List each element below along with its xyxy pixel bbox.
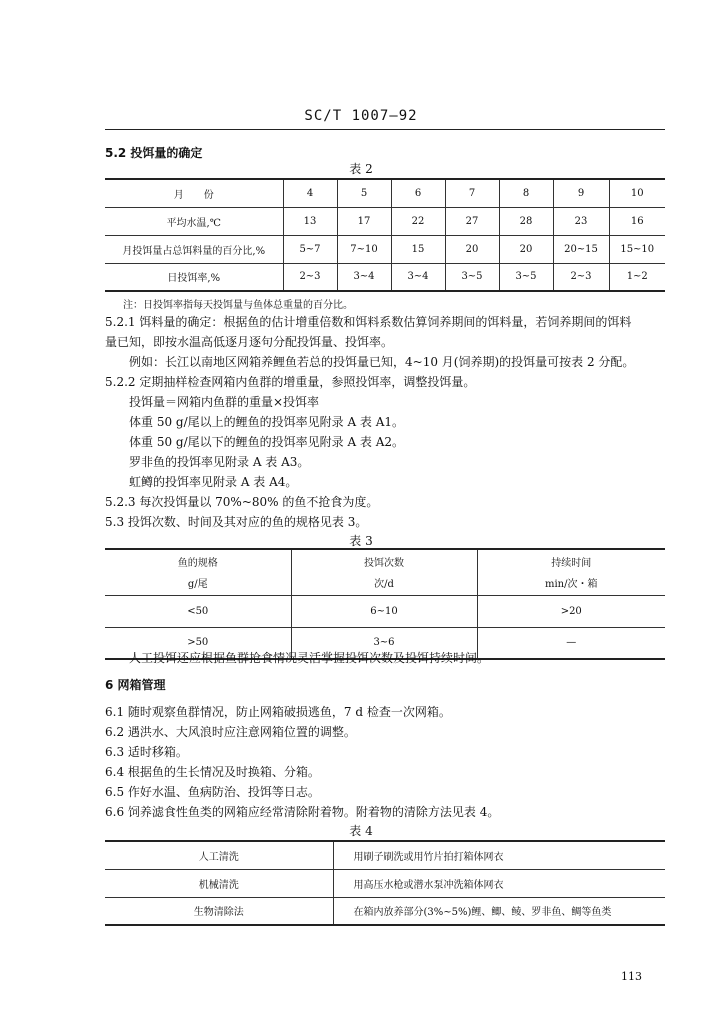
table-cell: 5 <box>337 179 391 207</box>
table-row <box>105 869 665 897</box>
table-cell: 7 <box>445 179 499 207</box>
header-unit: g/尾 <box>187 579 208 591</box>
table-cell: 生物清除法 <box>193 907 244 919</box>
table-3-caption: 表 3 <box>349 534 373 548</box>
table-row <box>105 207 665 235</box>
table-cell: 15~10 <box>609 235 665 263</box>
table-cell: 13 <box>283 207 337 235</box>
table-row <box>105 897 665 925</box>
table-cell: 用高压水枪或潜水泵冲洗箱体网衣 <box>333 869 665 897</box>
table-cell: 9 <box>553 179 609 207</box>
table-cell: 10 <box>609 179 665 207</box>
paragraph-5-2-2: 5.2.2 定期抽样检查网箱内鱼群的增重量，参照投饵率，调整投饵量。 <box>105 375 476 389</box>
reference-line: 罗非鱼的投饵率见附录 A 表 A3。 <box>129 455 310 469</box>
reference-line: 体重 50 g/尾以下的鲤鱼的投饵率见附录 A 表 A2。 <box>129 435 405 449</box>
paragraph-6-6: 6.6 饲养滤食性鱼类的网箱应经常清除附着物。附着物的清除方法见表 4。 <box>105 805 500 819</box>
paragraph-5-2-3: 5.2.3 每次投饵量以 70%~80% 的鱼不抢食为度。 <box>105 495 379 509</box>
paragraph-6-1: 6.1 随时观察鱼群情况，防止网箱破损逃鱼，7 d 检查一次网箱。 <box>105 705 451 719</box>
header-label: 鱼的规格 <box>177 558 218 570</box>
paragraph-after-table-3: 人工投饵还应根据鱼群抢食情况灵活掌握投饵次数及投饵持续时间。 <box>129 651 490 665</box>
table-cell: 6 <box>391 179 445 207</box>
paragraph-6-4: 6.4 根据鱼的生长情况及时换箱、分箱。 <box>105 765 320 779</box>
table-cell: 日投饵率,% <box>167 273 221 285</box>
table-cell: 2~3 <box>553 263 609 291</box>
reference-line: 体重 50 g/尾以上的鲤鱼的投饵率见附录 A 表 A1。 <box>129 415 405 429</box>
table-cell: 月 份 <box>173 189 214 201</box>
header-label: 投饵次数 <box>364 558 404 570</box>
table-row <box>105 841 665 869</box>
reference-line: 虹鳟的投饵率见附录 A 表 A4。 <box>129 475 298 489</box>
paragraph-example: 例如：长江以南地区网箱养鲤鱼若总的投饵量已知，4~10 月(饲养期)的投饵量可按表 2 分配。 <box>129 355 635 369</box>
table-cell: 平均水温,℃ <box>166 217 221 229</box>
table-cell: 月投饵量占总饵料量的百分比,% <box>122 245 266 257</box>
table-3 <box>105 548 665 660</box>
table-cell: 3~5 <box>499 263 553 291</box>
table-cell: 2~3 <box>283 263 337 291</box>
table-cell: — <box>477 627 665 659</box>
table-cell: 17 <box>337 207 391 235</box>
table-header-cell <box>477 549 665 595</box>
paragraph-5-2-1: 5.2.1 饵料量的确定：根据鱼的估计增重倍数和饵料系数估算饲养期间的饵料量，若饲养期间的饵料 <box>105 315 632 329</box>
paragraph-6-3: 6.3 适时移箱。 <box>105 745 188 759</box>
table-cell: 5~7 <box>283 235 337 263</box>
table-2-note: 注：日投饵率指每天投饵量与鱼体总重量的百分比。 <box>123 300 353 311</box>
table-cell: 4 <box>283 179 337 207</box>
table-2 <box>105 178 665 292</box>
table-cell: 23 <box>553 207 609 235</box>
table-4 <box>105 840 665 926</box>
table-cell: 用刷子刷洗或用竹片拍打箱体网衣 <box>333 841 665 869</box>
table-cell: 1~2 <box>609 263 665 291</box>
header-unit: min/次・箱 <box>545 579 598 591</box>
paragraph-6-5: 6.5 作好水温、鱼病防治、投饵等日志。 <box>105 785 320 799</box>
table-header-row <box>105 549 665 595</box>
table-4-caption: 表 4 <box>349 824 373 838</box>
table-cell: 8 <box>499 179 553 207</box>
table-cell: 20~15 <box>553 235 609 263</box>
table-cell: 7~10 <box>337 235 391 263</box>
table-cell: 16 <box>609 207 665 235</box>
paragraph-5-3: 5.3 投饵次数、时间及其对应的鱼的规格见表 3。 <box>105 515 368 529</box>
table-header-cell <box>105 549 291 595</box>
table-cell: 3~4 <box>337 263 391 291</box>
table-cell: 6~10 <box>291 595 477 627</box>
section-6-title: 6 网箱管理 <box>105 678 166 692</box>
table-cell: <50 <box>187 605 209 617</box>
table-cell: 3~6 <box>291 627 477 659</box>
header-rule <box>105 129 665 130</box>
standard-code-header: SC/T 1007—92 <box>304 108 418 124</box>
header-label: 持续时间 <box>551 558 592 570</box>
page-number: 113 <box>621 970 642 983</box>
table-row <box>105 235 665 263</box>
table-cell: 20 <box>499 235 553 263</box>
table-cell: 人工清洗 <box>198 851 239 863</box>
table-row <box>105 263 665 291</box>
formula-line: 投饵量＝网箱内鱼群的重量×投饵率 <box>129 395 320 409</box>
table-cell: 28 <box>499 207 553 235</box>
table-cell: >50 <box>187 637 209 649</box>
paragraph-5-2-1-cont: 量已知，即按水温高低逐月逐句分配投饵量、投饵率。 <box>105 335 394 349</box>
paragraph-6-2: 6.2 遇洪水、大风浪时应注意网箱位置的调整。 <box>105 725 356 739</box>
table-cell: >20 <box>477 595 665 627</box>
table-cell: 3~5 <box>445 263 499 291</box>
table-cell: 22 <box>391 207 445 235</box>
table-row <box>105 595 665 627</box>
table-cell: 在箱内放养部分(3%~5%)鲤、鲫、鲮、罗非鱼、鲷等鱼类 <box>333 897 665 925</box>
table-cell: 3~4 <box>391 263 445 291</box>
table-row <box>105 179 665 207</box>
header-unit: 次/d <box>374 579 394 591</box>
table-cell: 20 <box>445 235 499 263</box>
table-2-caption: 表 2 <box>349 162 373 176</box>
table-cell: 机械清洗 <box>198 879 239 891</box>
table-cell: 15 <box>391 235 445 263</box>
table-header-cell <box>291 549 477 595</box>
table-cell: 27 <box>445 207 499 235</box>
section-5-2-title: 5.2 投饵量的确定 <box>105 146 203 160</box>
